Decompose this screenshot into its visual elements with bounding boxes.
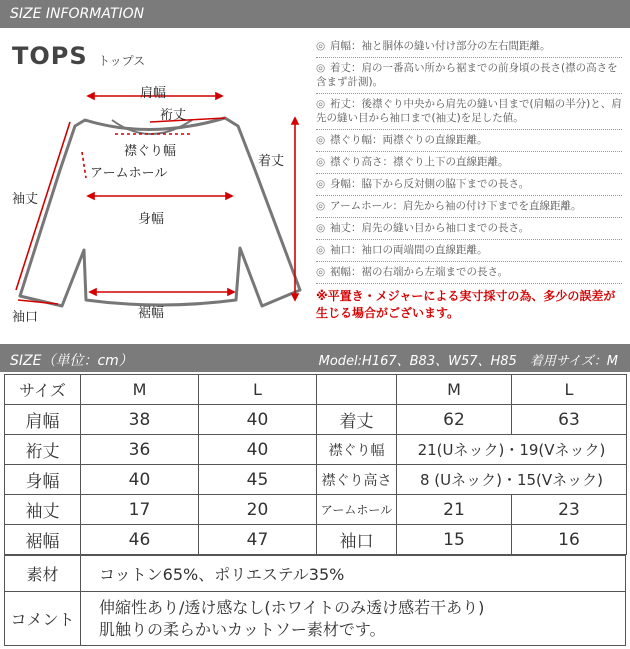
table-cell: 21(Uネック)・19(Vネック) bbox=[397, 435, 627, 465]
definition-row: ◎ アームホール：肩先から袖の付け下までを直線距離。 bbox=[316, 196, 622, 218]
label-susohaba: 裾幅 bbox=[138, 306, 165, 321]
table-cell: 肩幅 bbox=[5, 405, 81, 435]
table-cell: 身幅 bbox=[5, 465, 81, 495]
table-cell: 17 bbox=[81, 495, 199, 525]
table-header-row bbox=[5, 375, 627, 405]
table-cell: 裾幅 bbox=[5, 525, 81, 555]
table-cell: 38 bbox=[81, 405, 199, 435]
table-cell: 46 bbox=[81, 525, 199, 555]
table-row bbox=[5, 495, 627, 525]
header-cell: L bbox=[199, 375, 317, 405]
size-table bbox=[4, 374, 627, 555]
definition-row: ◎ 襟ぐり幅：両襟ぐりの直線距離。 bbox=[316, 130, 622, 152]
label-yukitake: 裄丈 bbox=[160, 108, 187, 123]
comment-line: 伸縮性あり/透け感なし(ホワイトのみ透け感若干あり) bbox=[99, 597, 485, 617]
header-cell: L bbox=[512, 375, 627, 405]
definition-row: ◎ 身幅：脇下から反対側の脇下までの長さ。 bbox=[316, 174, 622, 196]
model-info: Model:H167、B83、W57、H85 着用サイズ：M bbox=[318, 354, 618, 369]
diagram-subtitle: トップス bbox=[98, 54, 146, 68]
tops-diagram bbox=[0, 28, 310, 344]
label-kitake: 着丈 bbox=[258, 154, 285, 169]
info-table bbox=[4, 555, 626, 646]
table-cell: 裄丈 bbox=[5, 435, 81, 465]
garment-sketch bbox=[0, 28, 310, 344]
table-cell: 62 bbox=[397, 405, 512, 435]
header-cell: M bbox=[397, 375, 512, 405]
definition-row: ◎ 袖口：袖口の両端間の直線距離。 bbox=[316, 240, 622, 262]
label-armhole: アームホール bbox=[90, 166, 168, 181]
table-cell: 40 bbox=[199, 405, 317, 435]
table-row bbox=[5, 405, 627, 435]
material-value: コットン65%、ポリエステル35% bbox=[81, 556, 626, 592]
table-cell: 21 bbox=[397, 495, 512, 525]
definition-row: ◎ 袖丈：肩先の縫い目から袖口までの長さ。 bbox=[316, 218, 622, 240]
measurement-note: ※平置き・メジャーによる実寸採寸の為、多少の誤差が生じる場合がございます。 bbox=[316, 289, 616, 320]
definition-row: ◎ 裄丈：後襟ぐり中央から肩先の縫い目まで(肩幅の半分)と、肩先の縫い目から袖口まで(袖丈)を足した値。 bbox=[316, 94, 622, 130]
table-cell: 40 bbox=[199, 435, 317, 465]
table-row bbox=[5, 465, 627, 495]
label-sodetake: 袖丈 bbox=[12, 192, 39, 207]
table-row bbox=[5, 435, 627, 465]
definition-row: ◎ 裾幅：裾の右端から左端までの長さ。 bbox=[316, 262, 622, 284]
comment-label: コメント bbox=[5, 592, 81, 646]
header-cell: M bbox=[81, 375, 199, 405]
table-row bbox=[5, 525, 627, 555]
label-mihaba: 身幅 bbox=[138, 212, 165, 227]
header-cell: サイズ bbox=[5, 375, 81, 405]
table-cell: 63 bbox=[512, 405, 627, 435]
definition-row: ◎ 襟ぐり高さ：襟ぐり上下の直線距離。 bbox=[316, 152, 622, 174]
definitions-list bbox=[316, 36, 622, 322]
table-cell: 45 bbox=[199, 465, 317, 495]
comment-value bbox=[81, 592, 626, 646]
material-row bbox=[5, 556, 626, 592]
table-cell: 16 bbox=[512, 525, 627, 555]
table-cell: 36 bbox=[81, 435, 199, 465]
size-information-bar bbox=[0, 0, 630, 28]
comment-row bbox=[5, 592, 626, 646]
label-sodeguchi: 袖口 bbox=[12, 310, 39, 325]
diagram-title: TOPS bbox=[12, 42, 88, 70]
label-eriguri: 襟ぐり幅 bbox=[124, 144, 177, 159]
table-cell: 着丈 bbox=[317, 405, 397, 435]
header-cell bbox=[317, 375, 397, 405]
size-unit-title: SIZE（単位：cm） bbox=[10, 353, 133, 369]
material-label: 素材 bbox=[5, 556, 81, 592]
table-cell: 襟ぐり高さ bbox=[317, 465, 397, 495]
table-cell: 20 bbox=[199, 495, 317, 525]
table-cell: 襟ぐり幅 bbox=[317, 435, 397, 465]
table-cell: 23 bbox=[512, 495, 627, 525]
table-cell: 8 (Uネック)・15(Vネック) bbox=[397, 465, 627, 495]
definition-row: ◎ 着丈：肩の一番高い所から裾までの前身頃の長さ(襟の高さを含まず計測)。 bbox=[316, 58, 622, 94]
comment-line: 肌触りの柔らかいカットソー素材です。 bbox=[99, 619, 386, 639]
table-cell: 47 bbox=[199, 525, 317, 555]
table-cell: 40 bbox=[81, 465, 199, 495]
table-cell: 袖口 bbox=[317, 525, 397, 555]
table-cell: 袖丈 bbox=[5, 495, 81, 525]
table-cell: アームホール bbox=[317, 495, 397, 525]
section-title: SIZE INFORMATION bbox=[10, 6, 145, 22]
table-cell: 15 bbox=[397, 525, 512, 555]
size-table-bar bbox=[0, 344, 630, 372]
label-katahaba: 肩幅 bbox=[140, 86, 167, 101]
definition-row: ◎ 肩幅：袖と胴体の縫い付け部分の左右間距離。 bbox=[316, 36, 622, 58]
